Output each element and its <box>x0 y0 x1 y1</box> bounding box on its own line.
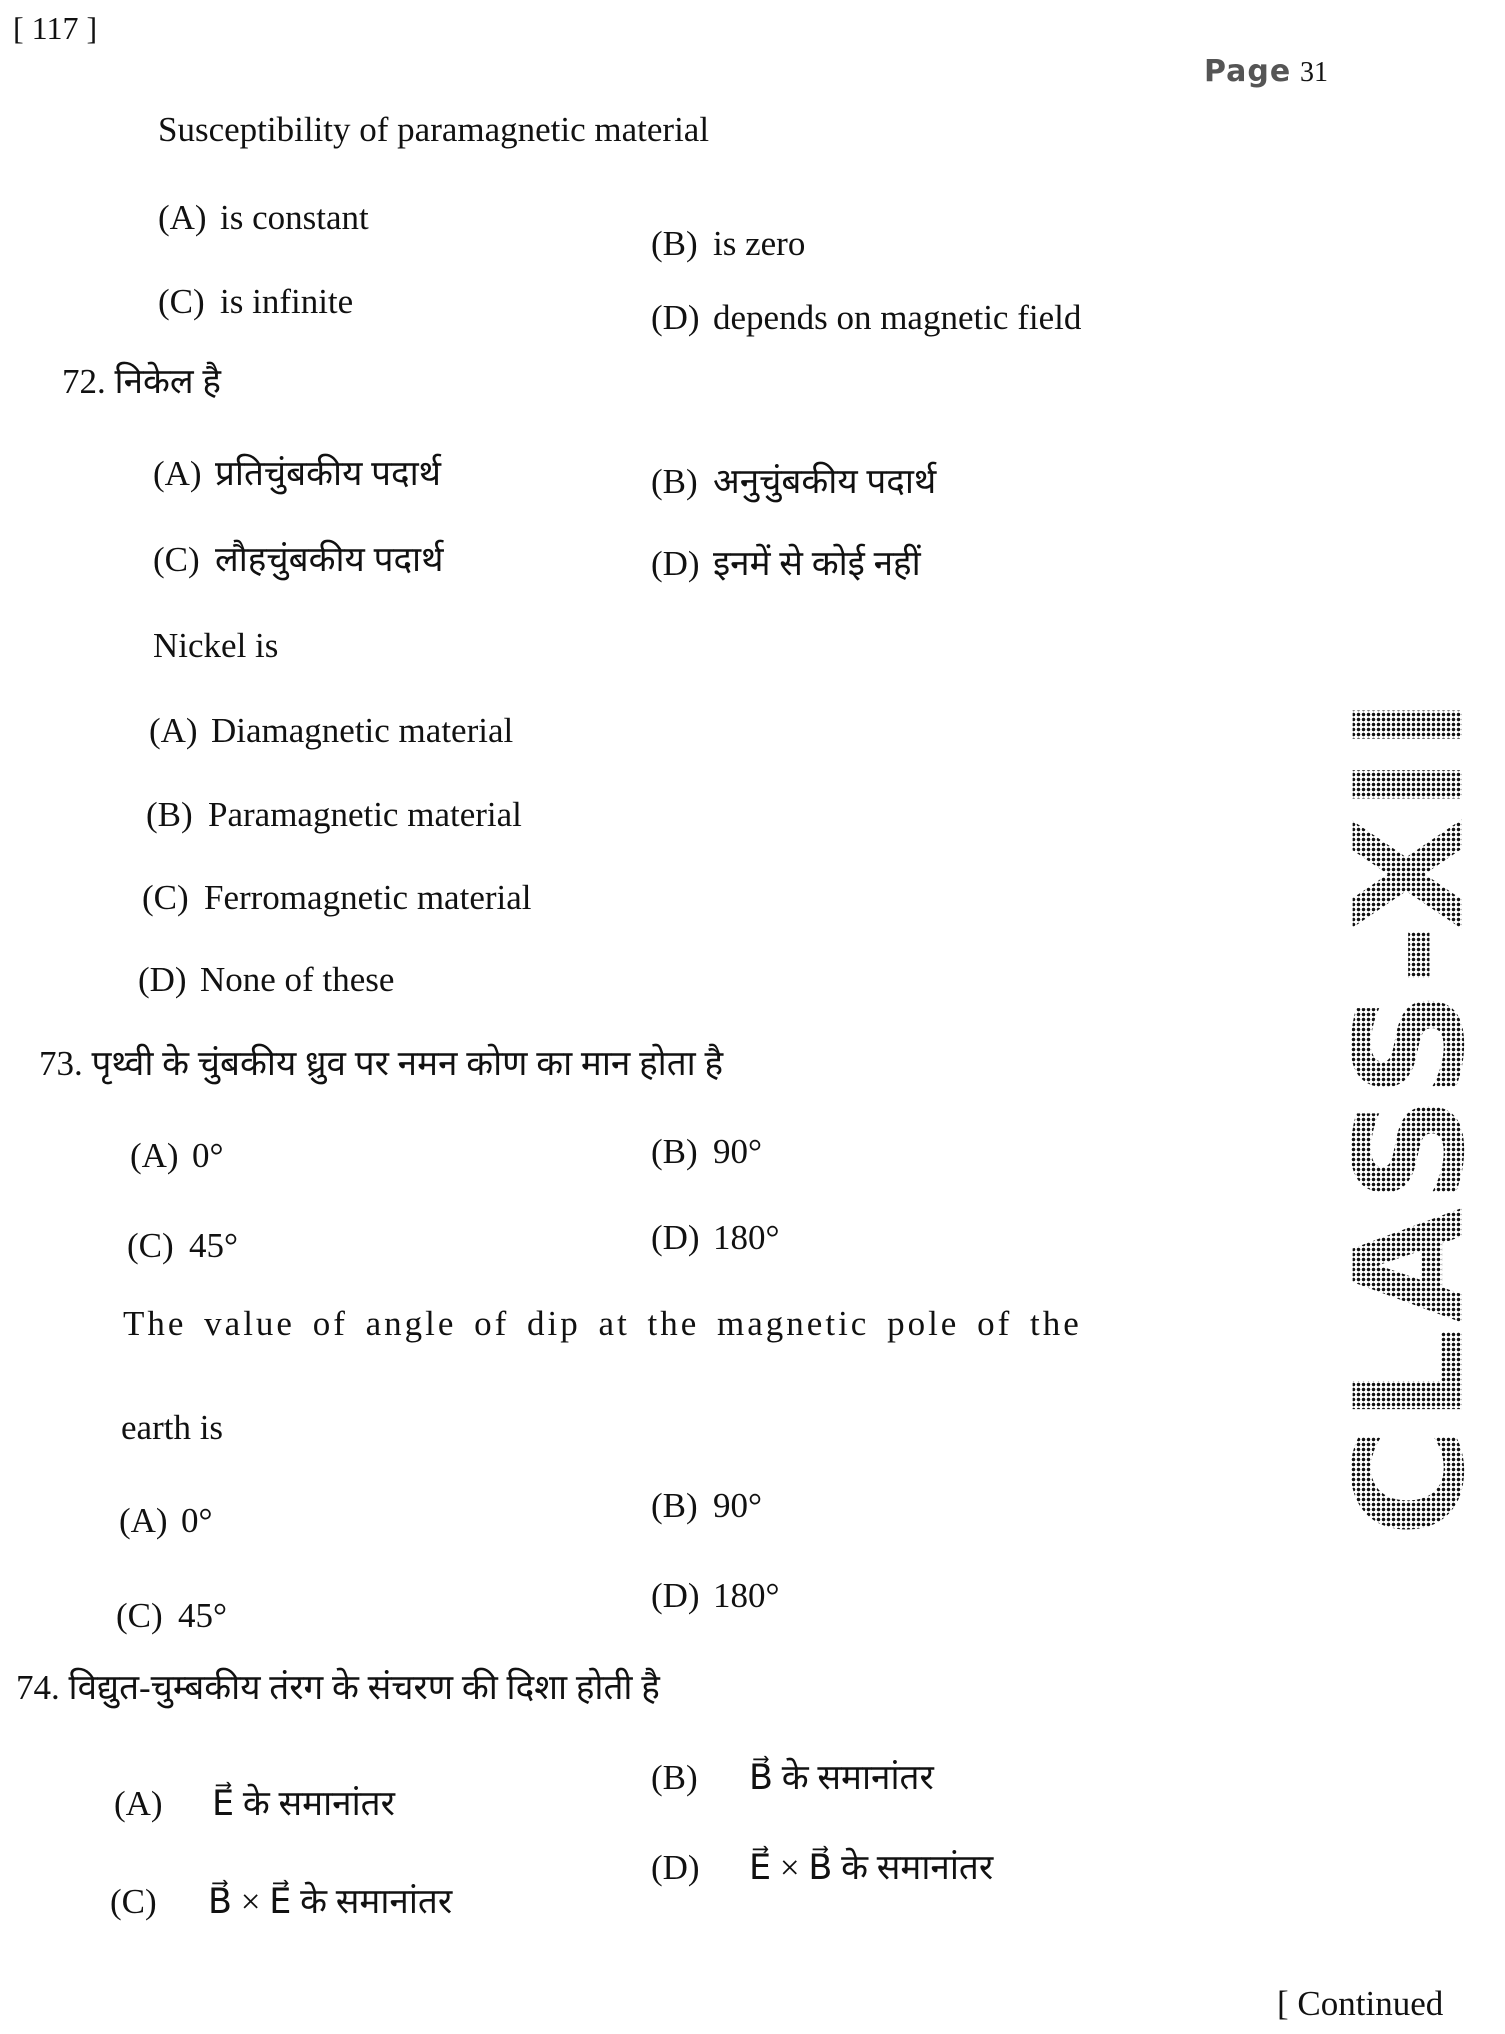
question-text: निकेल है <box>114 362 221 401</box>
option-72-d <box>138 962 394 997</box>
option-74-c <box>110 1884 452 1919</box>
option-letter: (C) <box>110 1882 157 1921</box>
option-text: 45° <box>189 1226 238 1265</box>
option-text: 90° <box>713 1486 762 1525</box>
option-73-d <box>651 1578 780 1613</box>
question-number: 74. <box>16 1668 60 1707</box>
option-73-hi-c <box>127 1228 238 1263</box>
option-text: E⃗ के समानांतर <box>212 1784 395 1823</box>
option-text: is infinite <box>220 282 354 321</box>
option-73-c <box>116 1598 227 1633</box>
option-text: Ferromagnetic material <box>204 878 532 917</box>
option-text: B⃗ × E⃗ के समानांतर <box>208 1882 453 1921</box>
option-text: 180° <box>713 1576 780 1615</box>
option-letter: (D) <box>651 1576 700 1615</box>
option-73-hi-a <box>130 1138 224 1173</box>
question-74-hi <box>16 1670 660 1705</box>
page-bracket-number: [ 117 ] <box>13 10 98 46</box>
option-letter: (C) <box>158 282 205 321</box>
question-73-en-line2: earth is <box>121 1408 224 1447</box>
option-text: इनमें से कोई नहीं <box>713 544 921 583</box>
option-letter: (A) <box>130 1136 179 1175</box>
option-letter: (B) <box>651 224 698 263</box>
question-73-en-line1: The value of angle of dip at the magnetic pole of the <box>123 1304 1082 1343</box>
option-73-b <box>651 1488 762 1523</box>
option-letter: (B) <box>651 1486 698 1525</box>
option-72-hi-d <box>651 546 921 581</box>
continued-footer: [ Continued <box>1277 1984 1444 2023</box>
question-72-hi <box>62 364 221 399</box>
option-71-c <box>158 284 353 319</box>
option-74-b <box>651 1760 934 1795</box>
option-letter: (A) <box>119 1501 168 1540</box>
option-text: अनुचुंबकीय पदार्थ <box>713 462 937 501</box>
option-letter: (A) <box>153 454 202 493</box>
question-text: पृथ्वी के चुंबकीय ध्रुव पर नमन कोण का मान होता है <box>91 1044 724 1083</box>
option-letter: (B) <box>146 795 193 834</box>
option-letter: (C) <box>142 878 189 917</box>
option-71-d <box>651 300 1081 335</box>
option-72-hi-c <box>153 542 443 577</box>
option-72-hi-a <box>153 456 441 491</box>
option-text: 180° <box>713 1218 780 1257</box>
option-72-hi-b <box>651 464 936 499</box>
option-letter: (B) <box>651 1758 698 1797</box>
option-letter: (A) <box>158 198 207 237</box>
option-73-a <box>119 1503 213 1538</box>
option-text: 0° <box>181 1501 213 1540</box>
option-letter: (C) <box>153 540 200 579</box>
question-73-hi <box>39 1046 723 1081</box>
option-72-a <box>149 713 513 748</box>
question-number: 73. <box>39 1044 83 1083</box>
option-text: प्रतिचुंबकीय पदार्थ <box>215 454 442 493</box>
option-letter: (D) <box>651 298 700 337</box>
option-letter: (D) <box>651 544 700 583</box>
option-71-b <box>651 226 805 261</box>
question-71-en: Susceptibility of paramagnetic material <box>158 110 710 149</box>
option-text: Diamagnetic material <box>211 711 514 750</box>
option-letter: (B) <box>651 462 698 501</box>
option-text: 0° <box>192 1136 224 1175</box>
class-side-label: CLASS-XII <box>1324 692 1498 1537</box>
question-text: विद्युत-चुम्बकीय तंरग के संचरण की दिशा होती है <box>68 1668 660 1707</box>
option-text: B⃗ के समानांतर <box>749 1758 934 1797</box>
question-number: 72. <box>62 362 106 401</box>
option-73-hi-b <box>651 1134 762 1169</box>
option-text: is constant <box>220 198 369 237</box>
option-letter: (D) <box>138 960 187 999</box>
option-letter: (A) <box>114 1784 163 1823</box>
option-letter: (A) <box>149 711 198 750</box>
option-71-a <box>158 200 369 235</box>
page-number: 31 <box>1300 57 1328 88</box>
option-letter: (C) <box>116 1596 163 1635</box>
option-letter: (C) <box>127 1226 174 1265</box>
option-letter: (B) <box>651 1132 698 1171</box>
question-72-en: Nickel is <box>153 626 279 665</box>
option-text: None of these <box>200 960 395 999</box>
option-text: depends on magnetic field <box>713 298 1082 337</box>
option-text: लौहचुंबकीय पदार्थ <box>215 540 444 579</box>
option-text: is zero <box>713 224 806 263</box>
option-text: 90° <box>713 1132 762 1171</box>
option-74-a <box>114 1786 395 1821</box>
option-72-b <box>146 797 522 832</box>
page-number-label <box>1204 52 1328 87</box>
option-73-hi-d <box>651 1220 780 1255</box>
option-text: Paramagnetic material <box>208 795 522 834</box>
option-72-c <box>142 880 532 915</box>
option-text: 45° <box>178 1596 227 1635</box>
page-label: Page <box>1204 54 1292 89</box>
option-text: E⃗ × B⃗ के समानांतर <box>749 1848 994 1887</box>
option-letter: (D) <box>651 1848 700 1887</box>
option-74-d <box>651 1850 993 1885</box>
option-letter: (D) <box>651 1218 700 1257</box>
